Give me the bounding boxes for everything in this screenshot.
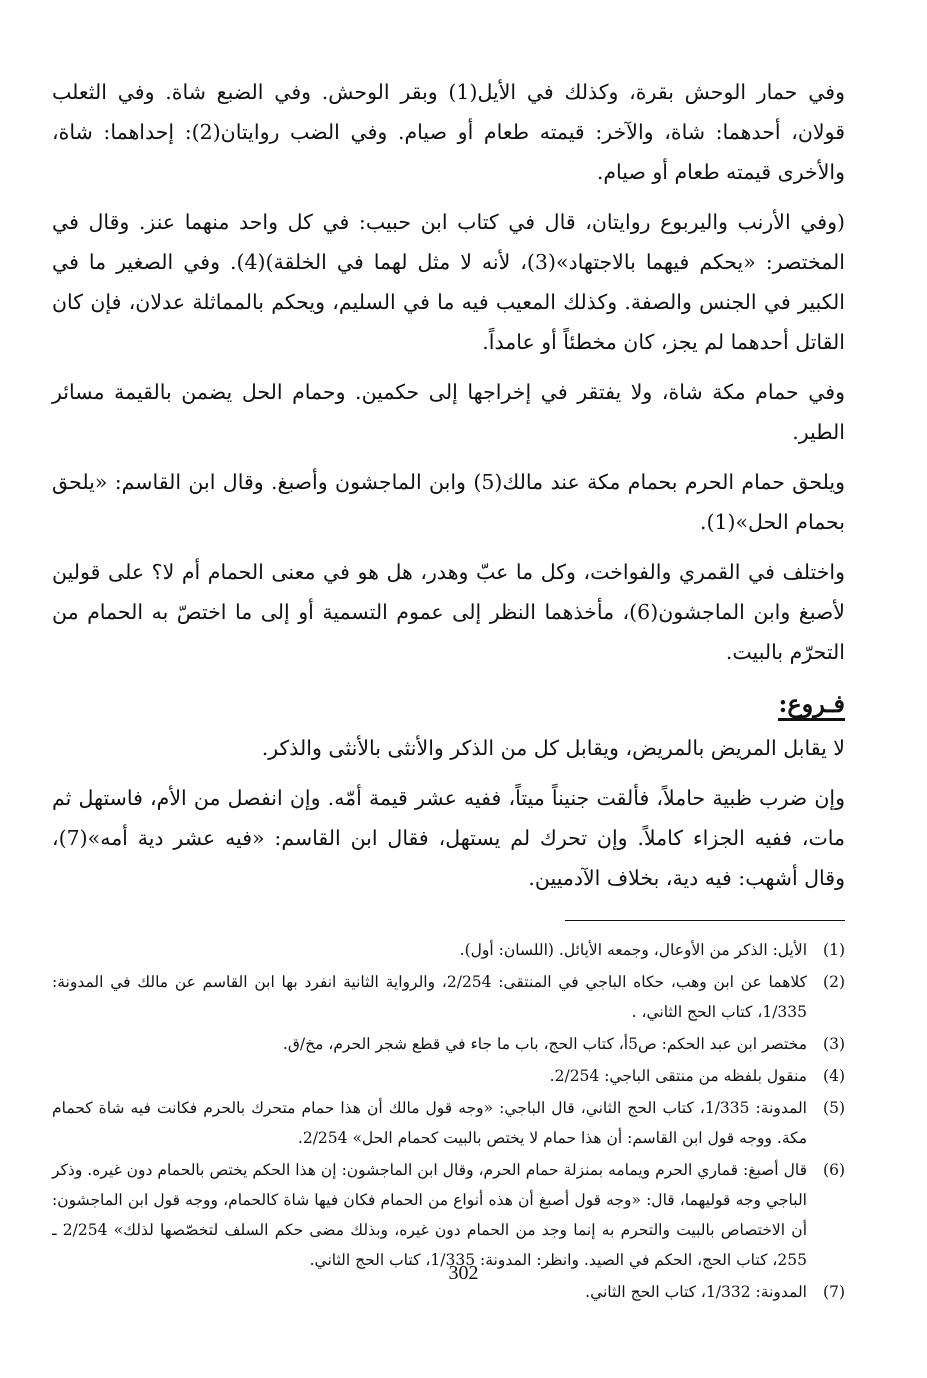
footnote-number: (4) — [823, 1067, 845, 1085]
footnote-text: قال أصبغ: قماري الحرم ويمامه بمنزلة حمام الحرم، وقال ابن الماجشون: إن هذا الحكم يختص بالحمام دون غيره. وذكر الباجي وجه قوليهما، قال: «وجه قول أصبغ أن هذه أنواع من الحمام فكان فيها شاة كالحمام، ووجه قول ابن الماجشون: أن الاختصاص بالبيت والتحرم به إنما وجد من الحمام دون غيره، وبذلك مضى حكم السلف لتخصّصها لذلك» 2/254 ـ 255، كتاب الحج، الحكم في الصيد. وانظر: المدونة: 1/335، كتاب الحج الثاني. — [52, 1161, 808, 1269]
footnote — [52, 1029, 845, 1059]
footnote — [52, 1061, 845, 1091]
paragraph: واختلف في القمري والفواخت، وكل ما عبّ وهدر، هل هو في معنى الحمام أم لا؟ على قولين لأصبغ وابن الماجشون(6)، مأخذهما النظر إلى عموم التسمية أو إلى ما اختصّ به الحمام من التحرّم بالبيت. — [52, 560, 845, 664]
footnote-text: المدونة: 1/335، كتاب الحج الثاني، قال الباجي: «وجه قول مالك أن هذا حمام متحرك بالحرم فكانت فيه شاة كحمام مكة. ووجه قول ابن القاسم: أن هذا حمام لا يختص بالبيت كحمام الحل» 2/254. — [52, 1099, 807, 1147]
footnote-number: (5) — [823, 1099, 845, 1117]
footnote-text: الأيل: الذكر من الأوعال، وجمعه الأيائل. (اللسان: أول). — [459, 941, 807, 959]
section-heading — [52, 682, 845, 726]
footnote-text: منقول بلفظه من منتقى الباجي: 2/254. — [549, 1067, 807, 1085]
paragraph: لا يقابل المريض بالمريض، ويقابل كل من الذكر والأنثى بالأنثى والذكر. — [261, 736, 845, 760]
paragraph: (وفي الأرنب واليربوع روايتان، قال في كتاب ابن حبيب: في كل واحد منهما عنز. وقال في المختصر: «يحكم فيهما بالاجتهاد»(3)، لأنه لا مثل لهما في الخلقة)(4). وفي الصغير ما في الكبير في الجنس والصفة. وكذلك المعيب فيه ما في السليم، ويحكم بالمماثلة عدلان، فإن كان القاتل أحدهما لم يجز، كان مخطئاً أو عامداً. — [52, 210, 845, 354]
paragraph: ويلحق حمام الحرم بحمام مكة عند مالك(5) وابن الماجشون وأصبغ. وقال ابن القاسم: «يلحق بحمام الحل»(1). — [52, 470, 845, 534]
paragraph: وفي حمار الوحش بقرة، وكذلك في الأيل(1) وبقر الوحش. وفي الضبع شاة. وفي الثعلب قولان، أحدهما: شاة، والآخر: قيمته طعام أو صيام. وفي الضب روايتان(2): إحداهما: شاة، والأخرى قيمته طعام أو صيام. — [52, 80, 846, 184]
section-heading-text: فـروع: — [778, 689, 845, 721]
footnote-number: (7) — [823, 1283, 845, 1301]
paragraph: وفي حمام مكة شاة، ولا يفتقر في إخراجها إلى حكمين. وحمام الحل يضمن بالقيمة مسائر الطير. — [52, 380, 845, 444]
footnote-text: مختصر ابن عبد الحكم: ص5أ، كتاب الحج، باب ما جاء في قطع شجر الحرم، مخ/ق. — [282, 1035, 807, 1053]
main-text — [52, 72, 845, 898]
footnotes — [52, 935, 845, 1307]
paragraph: وإن ضرب ظبية حاملاً، فألقت جنيناً ميتاً، ففيه عشر قيمة أمّه. وإن انفصل من الأم، فاستهل ثم مات، ففيه الجزاء كاملاً. وإن تحرك لم يستهل، فقال ابن القاسم: «فيه عشر دية أمه»(7)، وقال أشهب: فيه دية، بخلاف الآدميين. — [52, 786, 845, 890]
footnote-separator — [565, 920, 845, 921]
footnote-text: المدونة: 1/332، كتاب الحج الثاني. — [585, 1283, 807, 1301]
page-number: 302 — [448, 1262, 479, 1284]
footnote — [52, 1155, 845, 1275]
footnote — [52, 967, 845, 1027]
footnote-number: (3) — [823, 1035, 845, 1053]
footnote-number: (1) — [823, 941, 845, 959]
footnote-number: (6) — [823, 1161, 845, 1179]
footnote — [52, 1093, 845, 1153]
footnote — [52, 935, 845, 965]
footnote-number: (2) — [823, 973, 845, 991]
footnote-text: كلاهما عن ابن وهب، حكاه الباجي في المنتقى: 2/254، والرواية الثانية انفرد بها ابن القاسم عن مالك في المدونة: 1/335، كتاب الحج الثاني، . — [52, 973, 807, 1021]
